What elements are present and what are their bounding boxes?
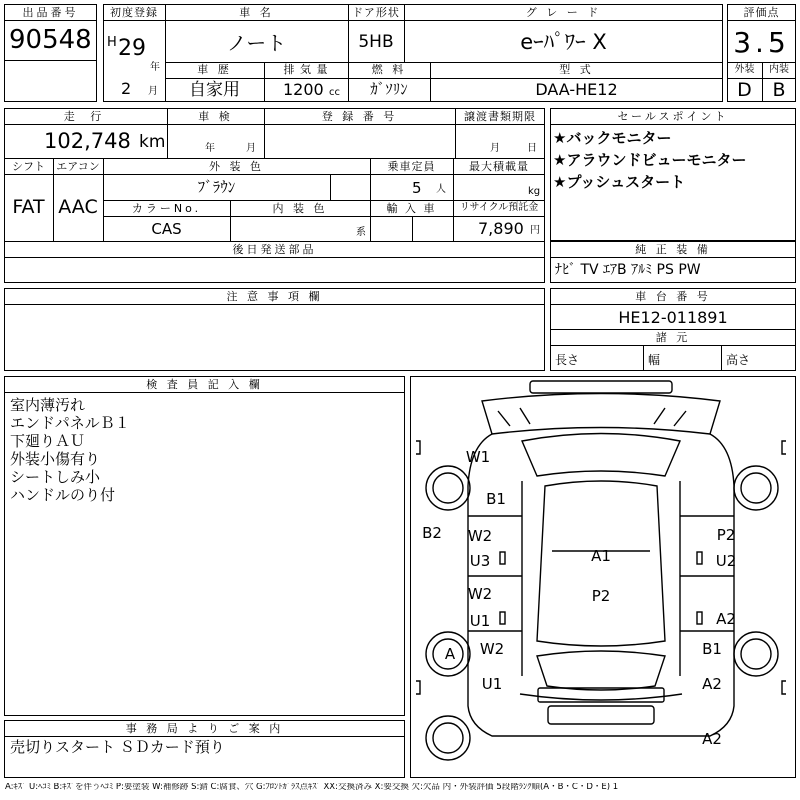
specs-label: 諸 元 xyxy=(655,331,691,344)
mileage-label: 走 行 xyxy=(63,110,108,123)
ac-label: エアコン xyxy=(56,160,100,173)
inspector-note: 外装小傷有り xyxy=(10,450,101,468)
inspector-note: 下廻りＡＵ xyxy=(10,432,86,450)
registration-label: 登 録 番 号 xyxy=(321,110,398,123)
displacement-label: 排 気 量 xyxy=(283,63,329,76)
first-reg-year: 29 xyxy=(118,36,146,61)
mark-u2: U2 xyxy=(715,552,737,570)
office-label: 事 務 局 よ り ご 案 内 xyxy=(125,722,284,735)
displacement: 1200 xyxy=(283,80,324,99)
shift: FAT xyxy=(12,196,45,218)
ac: AAC xyxy=(58,196,98,218)
mark-a2-right: A2 xyxy=(716,610,736,628)
exterior-grade: D xyxy=(737,79,752,101)
later-parts-label: 後日発送部品 xyxy=(232,243,317,256)
color-label: 外 装 色 xyxy=(209,160,264,173)
inspection-month-unit: 月 xyxy=(246,143,256,154)
first-reg-month: 2 xyxy=(121,79,132,98)
seats-label: 乗車定員 xyxy=(387,160,436,173)
mark-b1-bottom: B1 xyxy=(702,640,722,658)
mark-w2-c: W2 xyxy=(479,640,505,658)
model-label: 型 式 xyxy=(559,63,594,76)
color-no-label: カラーNo. xyxy=(131,202,202,215)
car-name: ノート xyxy=(226,31,287,55)
mark-a2-bottom: A2 xyxy=(702,730,722,748)
first-reg-label: 初度登録 xyxy=(110,6,158,19)
inspector-label: 検 査 員 記 入 欄 xyxy=(146,378,263,391)
width-label: 幅 xyxy=(648,353,661,367)
transfer-month-unit: 月 xyxy=(490,143,500,154)
inspection-label: 車 検 xyxy=(198,110,233,123)
mark-p2-center: P2 xyxy=(591,587,611,605)
inspector-note: ハンドルのり付 xyxy=(10,486,116,504)
seats: 5 xyxy=(412,179,422,197)
mark-u3: U3 xyxy=(469,552,491,570)
era: H xyxy=(107,35,117,50)
interior-color-unit: 系 xyxy=(356,227,366,238)
interior-grade-label: 内装 xyxy=(769,64,789,75)
history: 自家用 xyxy=(189,80,240,100)
grade: eｰﾊﾟﾜｰ X xyxy=(520,30,607,54)
color: ﾌﾞﾗｳﾝ xyxy=(197,178,236,196)
inspector-note: シートしみ小 xyxy=(10,468,101,486)
equipment-label: 純 正 装 備 xyxy=(635,243,711,256)
equipment: ﾅﾋﾞ TV ｴｱB ｱﾙﾐ PS PW xyxy=(555,262,701,278)
lot-number-label: 出品番号 xyxy=(22,6,79,19)
score: 3.5 xyxy=(733,26,790,59)
load-label: 最大積載量 xyxy=(469,160,529,173)
displacement-unit: cc xyxy=(329,87,340,98)
caution-label: 注 意 事 項 欄 xyxy=(226,290,323,303)
mark-w2-a: W2 xyxy=(467,527,493,545)
history-label: 車 歴 xyxy=(197,63,232,76)
year-unit: 年 xyxy=(150,62,160,73)
recycle-unit: 円 xyxy=(530,225,540,236)
interior-color-label: 内 装 色 xyxy=(272,202,328,215)
door-label: ドア形状 xyxy=(352,6,400,19)
mileage-unit: km xyxy=(139,132,166,152)
sales-point-item: ★アラウンドビューモニター xyxy=(553,151,747,169)
shift-label: シフト xyxy=(12,160,45,173)
mark-p2-right: P2 xyxy=(716,526,736,544)
grade-label: グ レ ー ド xyxy=(525,6,602,19)
load-unit: kg xyxy=(528,186,541,197)
mileage: 102,748 xyxy=(44,129,131,153)
sales-points-label: セールスポイント xyxy=(617,110,729,123)
fuel: ｶﾞｿﾘﾝ xyxy=(370,80,408,98)
mark-w2-b: W2 xyxy=(467,585,493,603)
chassis-number: HE12-011891 xyxy=(618,308,728,327)
inspector-note: 室内薄汚れ xyxy=(10,396,86,414)
mark-b2: B2 xyxy=(422,524,442,542)
recycle: 7,890 xyxy=(478,219,524,238)
height-label: 高さ xyxy=(726,353,751,367)
mark-u1-a: U1 xyxy=(469,612,491,630)
fuel-label: 燃 料 xyxy=(371,63,407,76)
length-label: 長さ xyxy=(555,353,580,367)
mark-a1: A1 xyxy=(591,547,611,565)
mark-b1-top: B1 xyxy=(486,490,506,508)
exterior-grade-label: 外装 xyxy=(734,64,755,75)
import-label: 輸 入 車 xyxy=(386,202,437,215)
transfer-day-unit: 日 xyxy=(527,143,537,154)
recycle-label: リサイクル預託金 xyxy=(459,202,539,213)
month-unit: 月 xyxy=(148,86,158,97)
door-type: 5HB xyxy=(358,32,394,52)
office-note: 売切りスタート ＳＤカード預り xyxy=(10,738,225,756)
mark-a-wheel: A xyxy=(444,645,456,663)
mark-a2-rear: A2 xyxy=(702,675,722,693)
mark-w1: W1 xyxy=(465,448,491,466)
interior-grade: B xyxy=(772,79,786,101)
car-diagram xyxy=(410,376,796,778)
inspector-note: エンドパネルＢ１ xyxy=(10,414,130,432)
transfer-label: 譲渡書類期限 xyxy=(464,110,536,123)
sales-point-item: ★バックモニター xyxy=(553,129,672,147)
inspection-year-unit: 年 xyxy=(205,143,215,154)
score-label: 評価点 xyxy=(743,6,780,19)
chassis-label: 車 台 番 号 xyxy=(635,290,711,303)
model: DAA-HE12 xyxy=(535,80,618,99)
car-name-label: 車 名 xyxy=(239,6,274,19)
legend: A:ｷｽﾞ U:ﾍｺﾐ B:ｷｽﾞを伴うﾍｺﾐ P:要塗装 W:補修跡 S:錆 C:腐食、穴 G:ﾌﾛﾝﾄｶﾞﾗｽ点ｷｽﾞ XX:交換済み X:要交換 欠:欠品 内・外装評価 5段階ﾗﾝｸ順(A・B・C・D・E) 1 xyxy=(5,783,619,792)
seats-unit: 人 xyxy=(436,184,446,195)
color-no: CAS xyxy=(151,220,182,238)
lot-number: 90548 xyxy=(9,25,92,55)
sales-point-item: ★プッシュスタート xyxy=(553,173,686,191)
mark-u1-b: U1 xyxy=(481,675,503,693)
